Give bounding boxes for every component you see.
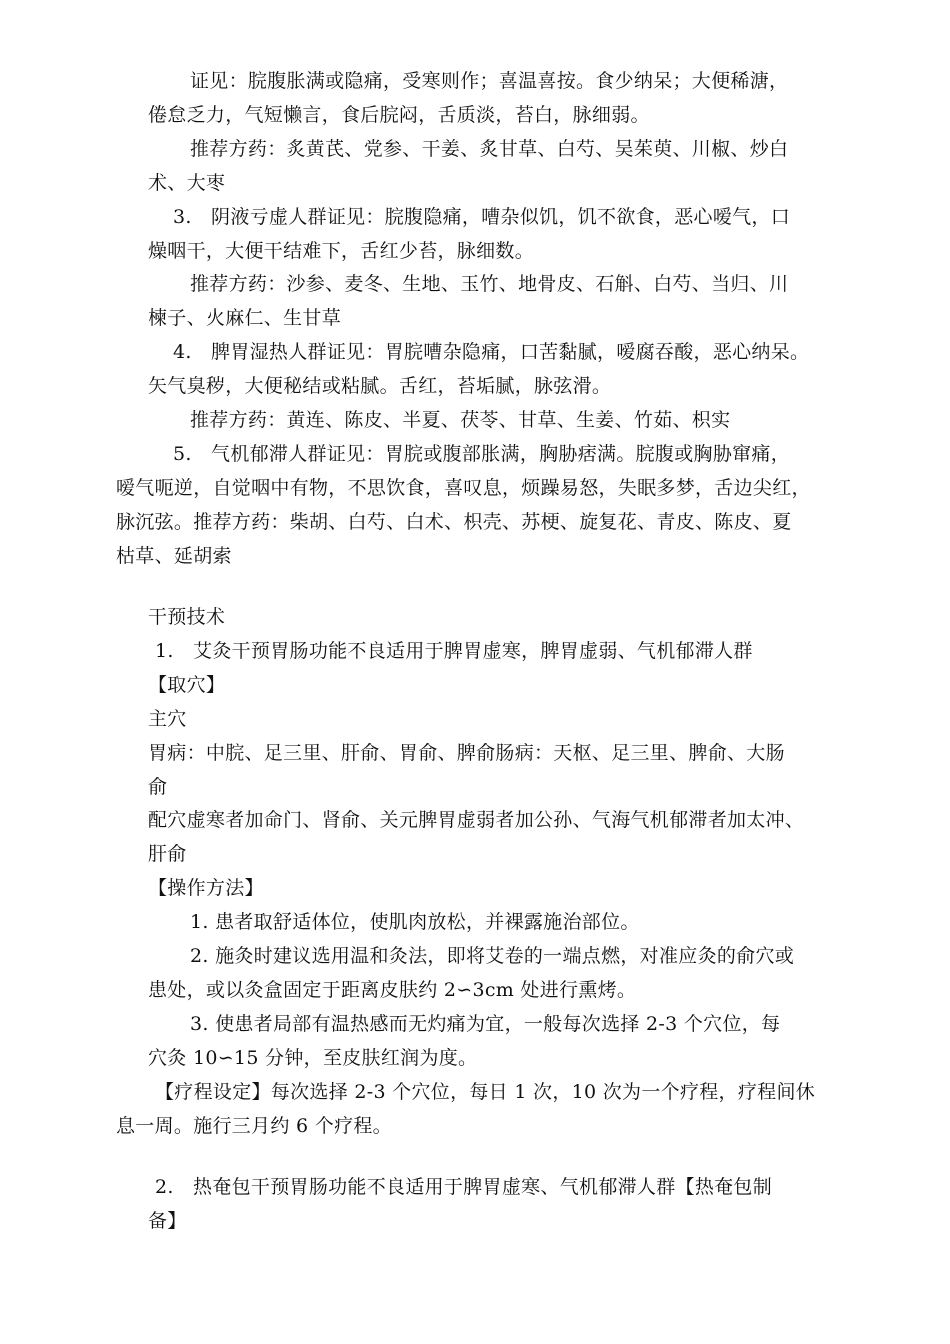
text-line: 【疗程设定】每次选择 2-3 个穴位，每日 1 次，10 次为一个疗程，疗程间休 — [155, 1081, 816, 1103]
text-line: 【取穴】 — [148, 674, 226, 696]
text-line: 4. 脾胃湿热人群证见：胃脘嘈杂隐痛，口苦黏腻，嗳腐吞酸，恶心纳呆。 — [173, 341, 810, 363]
text-line: 嗳气呃逆，自觉咽中有物，不思饮食，喜叹息，烦躁易怒，失眠多梦，舌边尖红， — [116, 477, 811, 499]
text-line: 主穴 — [148, 708, 187, 730]
text-line: 【操作方法】 — [148, 877, 264, 899]
text-line: 穴灸 10∽15 分钟，至皮肤红润为度。 — [148, 1047, 478, 1069]
text-line: 术、大枣 — [148, 172, 226, 194]
text-line: 备】 — [148, 1210, 187, 1232]
text-line: 1. 艾灸干预胃肠功能不良适用于脾胃虚寒，脾胃虚弱、气机郁滞人群 — [155, 640, 753, 662]
text-line: 推荐方药：黄连、陈皮、半夏、茯苓、甘草、生姜、竹茹、枳实 — [190, 409, 731, 431]
text-line: 1. 患者取舒适体位，使肌肉放松，并裸露施治部位。 — [190, 911, 640, 933]
text-line: 燥咽干，大便干结难下，舌红少苔，脉细数。 — [148, 240, 535, 262]
text-line: 患处，或以灸盒固定于距离皮肤约 2∽3cm 处进行熏烤。 — [148, 979, 637, 1001]
text-line: 俞 — [148, 776, 168, 798]
text-line: 推荐方药：炙黄芪、党参、干姜、炙甘草、白芍、吴茱萸、川椒、炒白 — [190, 138, 789, 160]
section-heading: 干预技术 — [148, 606, 226, 628]
text-line: 胃病：中脘、足三里、肝俞、胃俞、脾俞肠病：天枢、足三里、脾俞、大肠 — [148, 742, 785, 764]
text-line: 楝子、火麻仁、生甘草 — [148, 307, 342, 329]
text-line: 2. 热奄包干预胃肠功能不良适用于脾胃虚寒、气机郁滞人群【热奄包制 — [155, 1176, 773, 1198]
text-line: 5. 气机郁滞人群证见：胃脘或腹部胀满，胸胁痞满。脘腹或胸胁窜痛， — [173, 443, 791, 465]
text-line: 3. 阴液亏虚人群证见：脘腹隐痛，嘈杂似饥，饥不欲食，恶心嗳气，口 — [173, 206, 791, 228]
text-line: 倦怠乏力，气短懒言，食后脘闷，舌质淡，苔白，脉细弱。 — [148, 104, 650, 126]
text-line: 证见：脘腹胀满或隐痛，受寒则作；喜温喜按。食少纳呆；大便稀溏， — [190, 70, 789, 92]
text-line: 配穴虚寒者加命门、肾俞、关元脾胃虚弱者加公孙、气海气机郁滞者加太冲、 — [148, 809, 805, 831]
text-line: 枯草、延胡索 — [116, 545, 232, 567]
text-line: 推荐方药：沙参、麦冬、生地、玉竹、地骨皮、石斛、白芍、当归、川 — [190, 273, 789, 295]
text-line: 息一周。施行三月约 6 个疗程。 — [116, 1115, 392, 1137]
text-line: 矢气臭秽，大便秘结或粘腻。舌红，苔垢腻，脉弦滑。 — [148, 375, 612, 397]
text-line: 3. 使患者局部有温热感而无灼痛为宜，一般每次选择 2-3 个穴位，每 — [190, 1013, 781, 1035]
text-line: 脉沉弦。推荐方药：柴胡、白芍、白术、枳壳、苏梗、旋复花、青皮、陈皮、夏 — [116, 511, 792, 533]
text-line: 肝俞 — [148, 843, 187, 865]
text-line: 2. 施灸时建议选用温和灸法，即将艾卷的一端点燃，对准应灸的俞穴或 — [190, 945, 795, 967]
